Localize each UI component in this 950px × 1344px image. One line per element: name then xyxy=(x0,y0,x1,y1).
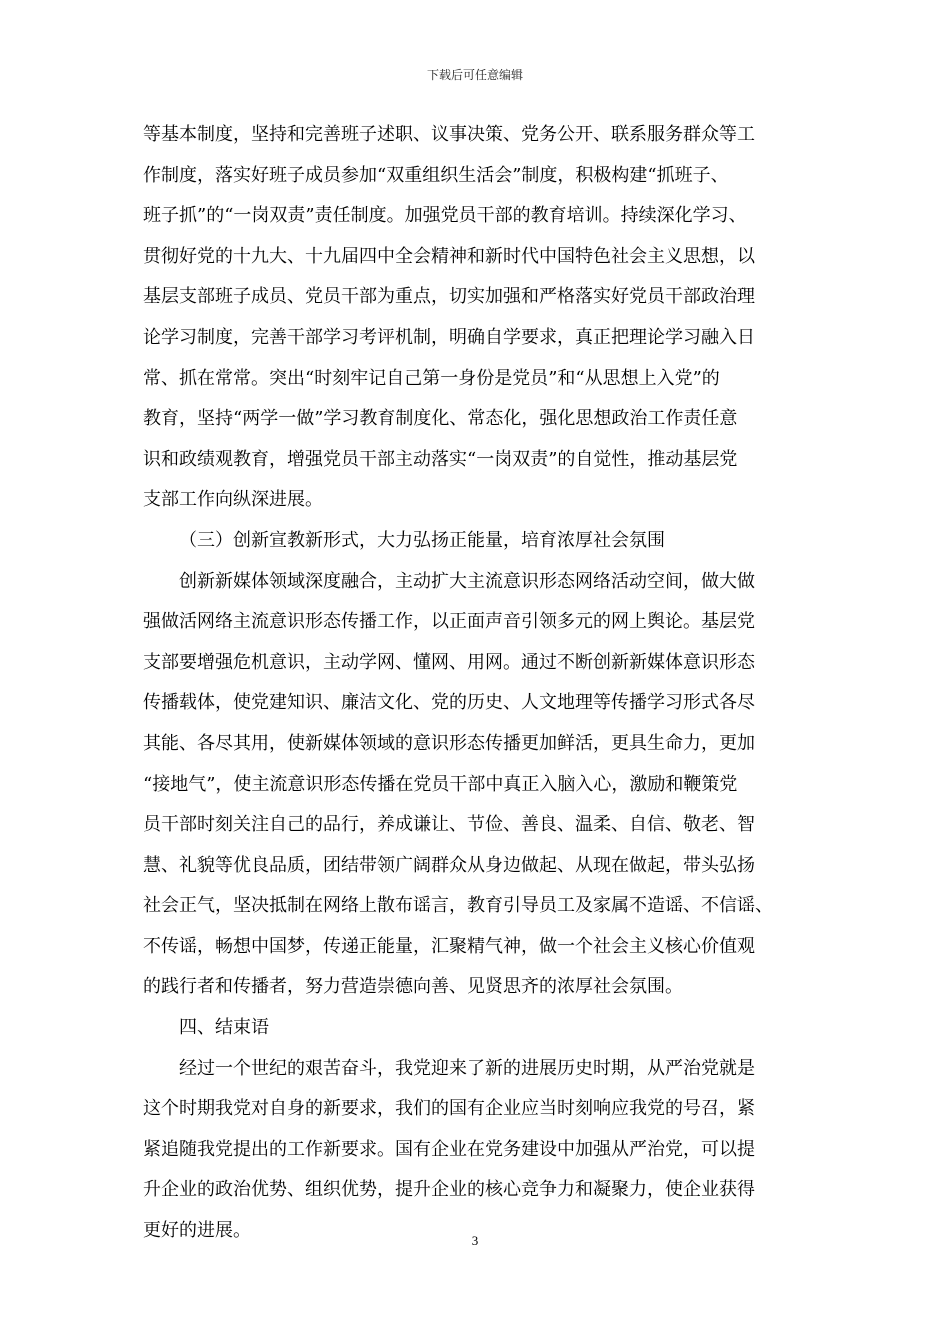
page-header: 下载后可任意编辑 xyxy=(426,68,523,82)
section-heading-3: （三）创新宣教新形式，大力弘扬正能量，培育浓厚社会氛围 xyxy=(179,529,665,551)
text-line: 其能、各尽其用，使新媒体领域的意识形态传播更加鲜活，更具生命力，更加 xyxy=(143,732,755,754)
text-line: 传播载体，使党建知识、廉洁文化、党的历史、人文地理等传播学习形式各尽 xyxy=(143,692,755,714)
text-line: 创新新媒体领域深度融合，主动扩大主流意识形态网络活动空间，做大做 xyxy=(179,570,755,592)
document-body xyxy=(143,115,821,1252)
text-line: 员干部时刻关注自己的品行，养成谦让、节俭、善良、温柔、自信、敬老、智 xyxy=(143,814,755,836)
text-line: 常、抓在常常。突出“时刻牢记自己第一身份是党员”和“从思想上入党”的 xyxy=(143,367,720,389)
text-line: “接地气”，使主流意识形态传播在党员干部中真正入脑入心，激励和鞭策党 xyxy=(143,773,738,795)
text-line: 识和政绩观教育，增强党员干部主动落实“一岗双责”的自觉性，推动基层党 xyxy=(143,448,738,470)
page-number: 3 xyxy=(471,1233,479,1248)
text-line: 贯彻好党的十九大、十九届四中全会精神和新时代中国特色社会主义思想，以 xyxy=(143,245,755,267)
paragraph-party-building xyxy=(143,115,821,521)
paragraph-new-media xyxy=(143,562,821,1009)
text-line: 的践行者和传播者，努力营造崇德向善、见贤思齐的浓厚社会氛围。 xyxy=(143,976,683,998)
text-line: 支部工作向纵深进展。 xyxy=(143,489,323,511)
text-line: 这个时期我党对自身的新要求，我们的国有企业应当时刻响应我党的号召，紧 xyxy=(143,1098,755,1120)
text-line: 不传谣，畅想中国梦，传递正能量，汇聚精气神，做一个社会主义核心价值观 xyxy=(143,935,755,957)
text-line: 等基本制度，坚持和完善班子述职、议事决策、党务公开、联系服务群众等工 xyxy=(143,124,755,145)
paragraph-conclusion xyxy=(143,1049,821,1252)
text-line: 经过一个世纪的艰苦奋斗，我党迎来了新的进展历史时期，从严治党就是 xyxy=(179,1057,755,1079)
text-line: 支部要增强危机意识，主动学网、懂网、用网。通过不断创新新媒体意识形态 xyxy=(143,651,755,673)
text-line: 紧追随我党提出的工作新要求。国有企业在党务建设中加强从严治党，可以提 xyxy=(143,1138,755,1160)
text-line: 作制度，落实好班子成员参加“双重组织生活会”制度，积极构建“抓班子、 xyxy=(143,164,729,186)
text-line: 更好的进展。 xyxy=(143,1220,251,1242)
text-line: 教育，坚持“两学一做”学习教育制度化、常态化，强化思想政治工作责任意 xyxy=(143,408,738,430)
text-line: 班子抓”的“一岗双责”责任制度。加强党员干部的教育培训。持续深化学习、 xyxy=(143,205,747,227)
text-line: 基层支部班子成员、党员干部为重点，切实加强和严格落实好党员干部政治理 xyxy=(143,286,755,308)
text-line: 论学习制度，完善干部学习考评机制，明确自学要求，真正把理论学习融入日 xyxy=(143,326,755,348)
text-line: 社会正气，坚决抵制在网络上散布谣言，教育引导员工及家属不造谣、不信谣、 xyxy=(143,895,773,917)
text-line: 升企业的政治优势、组织优势，提升企业的核心竞争力和凝聚力，使企业获得 xyxy=(143,1179,755,1201)
text-line: 慧、礼貌等优良品质，团结带领广阔群众从身边做起、从现在做起，带头弘扬 xyxy=(143,854,755,876)
section-heading-4: 四、结束语 xyxy=(179,1017,269,1039)
text-line: 强做活网络主流意识形态传播工作，以正面声音引领多元的网上舆论。基层党 xyxy=(143,611,755,633)
